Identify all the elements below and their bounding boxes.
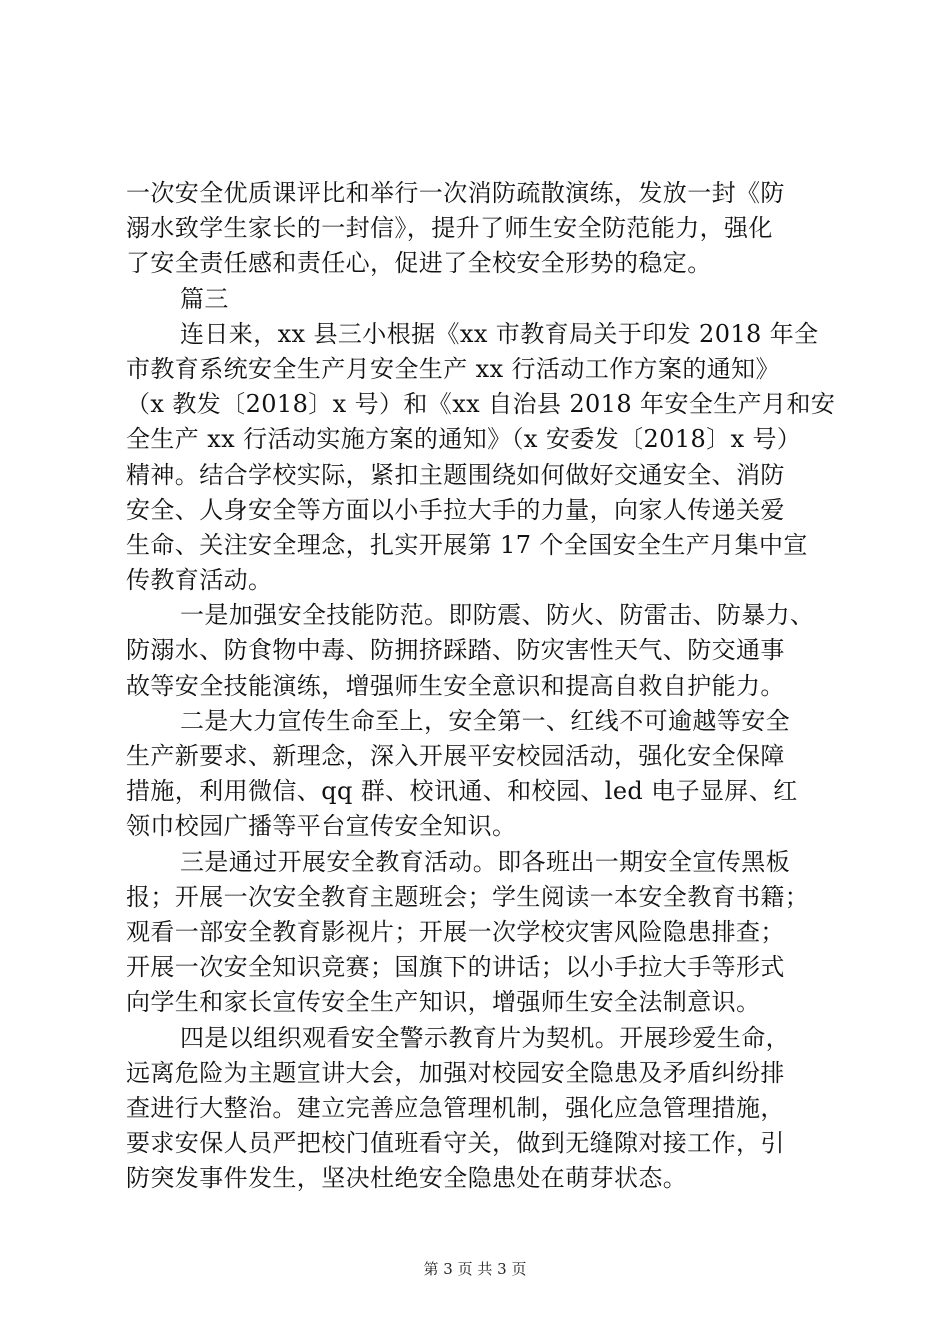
- text-line: 开展一次安全知识竞赛；国旗下的讲话；以小手拉大手等形式: [126, 953, 785, 982]
- paragraph-start-line: 连日来，xx 县三小根据《xx 市教育局关于印发 2018 年全: [180, 319, 819, 348]
- text-line: 远离危险为主题宣讲大会，加强对校园安全隐患及矛盾纠纷排: [126, 1058, 785, 1087]
- text-line: 市教育系统安全生产月安全生产 xx 行活动工作方案的通知》: [126, 354, 780, 383]
- document-body: [126, 176, 834, 1196]
- text-line: 措施，利用微信、qq 群、校讯通、和校园、led 电子显屏、红: [126, 777, 798, 806]
- text-line: 查进行大整治。建立完善应急管理机制，强化应急管理措施，: [126, 1093, 785, 1122]
- section-heading: 篇三: [180, 284, 229, 313]
- text-line: 观看一部安全教育影视片；开展一次学校灾害风险隐患排查；: [126, 917, 785, 946]
- paragraph-start-line: 四是以组织观看安全警示教育片为契机。开展珍爱生命，: [180, 1023, 790, 1052]
- text-line: 生产新要求、新理念，深入开展平安校园活动，强化安全保障: [126, 742, 785, 770]
- text-line: 领巾校园广播等平台宣传安全知识。: [126, 812, 517, 841]
- text-line: 一次安全优质课评比和举行一次消防疏散演练，发放一封《防: [126, 179, 785, 207]
- text-line: 传教育活动。: [126, 566, 273, 595]
- text-line: 溺水致学生家长的一封信》，提升了师生安全防范能力，强化: [126, 214, 773, 243]
- text-line: 要求安保人员严把校门值班看守关，做到无缝隙对接工作，引: [126, 1129, 785, 1158]
- text-line: 安全、人身安全等方面以小手拉大手的力量，向家人传递关爱: [126, 495, 785, 524]
- paragraph-start-line: 一是加强安全技能防范。即防震、防火、防雷击、防暴力、: [180, 601, 815, 630]
- text-line: 了安全责任感和责任心，促进了全校安全形势的稳定。: [126, 249, 712, 278]
- text-line: 故等安全技能演练，增强师生安全意识和提高自救自护能力。: [126, 671, 785, 700]
- text-line: 报；开展一次安全教育主题班会；学生阅读一本安全教育书籍；: [126, 882, 810, 911]
- text-line: 向学生和家长宣传安全生产知识，增强师生安全法制意识。: [126, 988, 761, 1017]
- text-line: 防突发事件发生，坚决杜绝安全隐患处在萌芽状态。: [126, 1164, 688, 1193]
- text-line: 防溺水、防食物中毒、防拥挤踩踏、防灾害性天气、防交通事: [126, 636, 785, 665]
- text-line: 生命、关注安全理念，扎实开展第 17 个全国安全生产月集中宣: [126, 530, 808, 559]
- paragraph-start-line: 二是大力宣传生命至上，安全第一、红线不可逾越等安全: [180, 706, 790, 735]
- text-line: 全生产 xx 行活动实施方案的通知》（x 安委发〔2018〕x 号）: [126, 425, 802, 454]
- paragraph-start-line: 三是通过开展安全教育活动。即各班出一期安全宣传黑板: [180, 847, 790, 876]
- page-number-footer: 第 3 页 共 3 页: [423, 1260, 527, 1278]
- text-line: （x 教发〔2018〕x 号）和《xx 自治县 2018 年安全生产月和安: [126, 390, 836, 419]
- text-line: 精神。结合学校实际，紧扣主题围绕如何做好交通安全、消防: [126, 460, 785, 489]
